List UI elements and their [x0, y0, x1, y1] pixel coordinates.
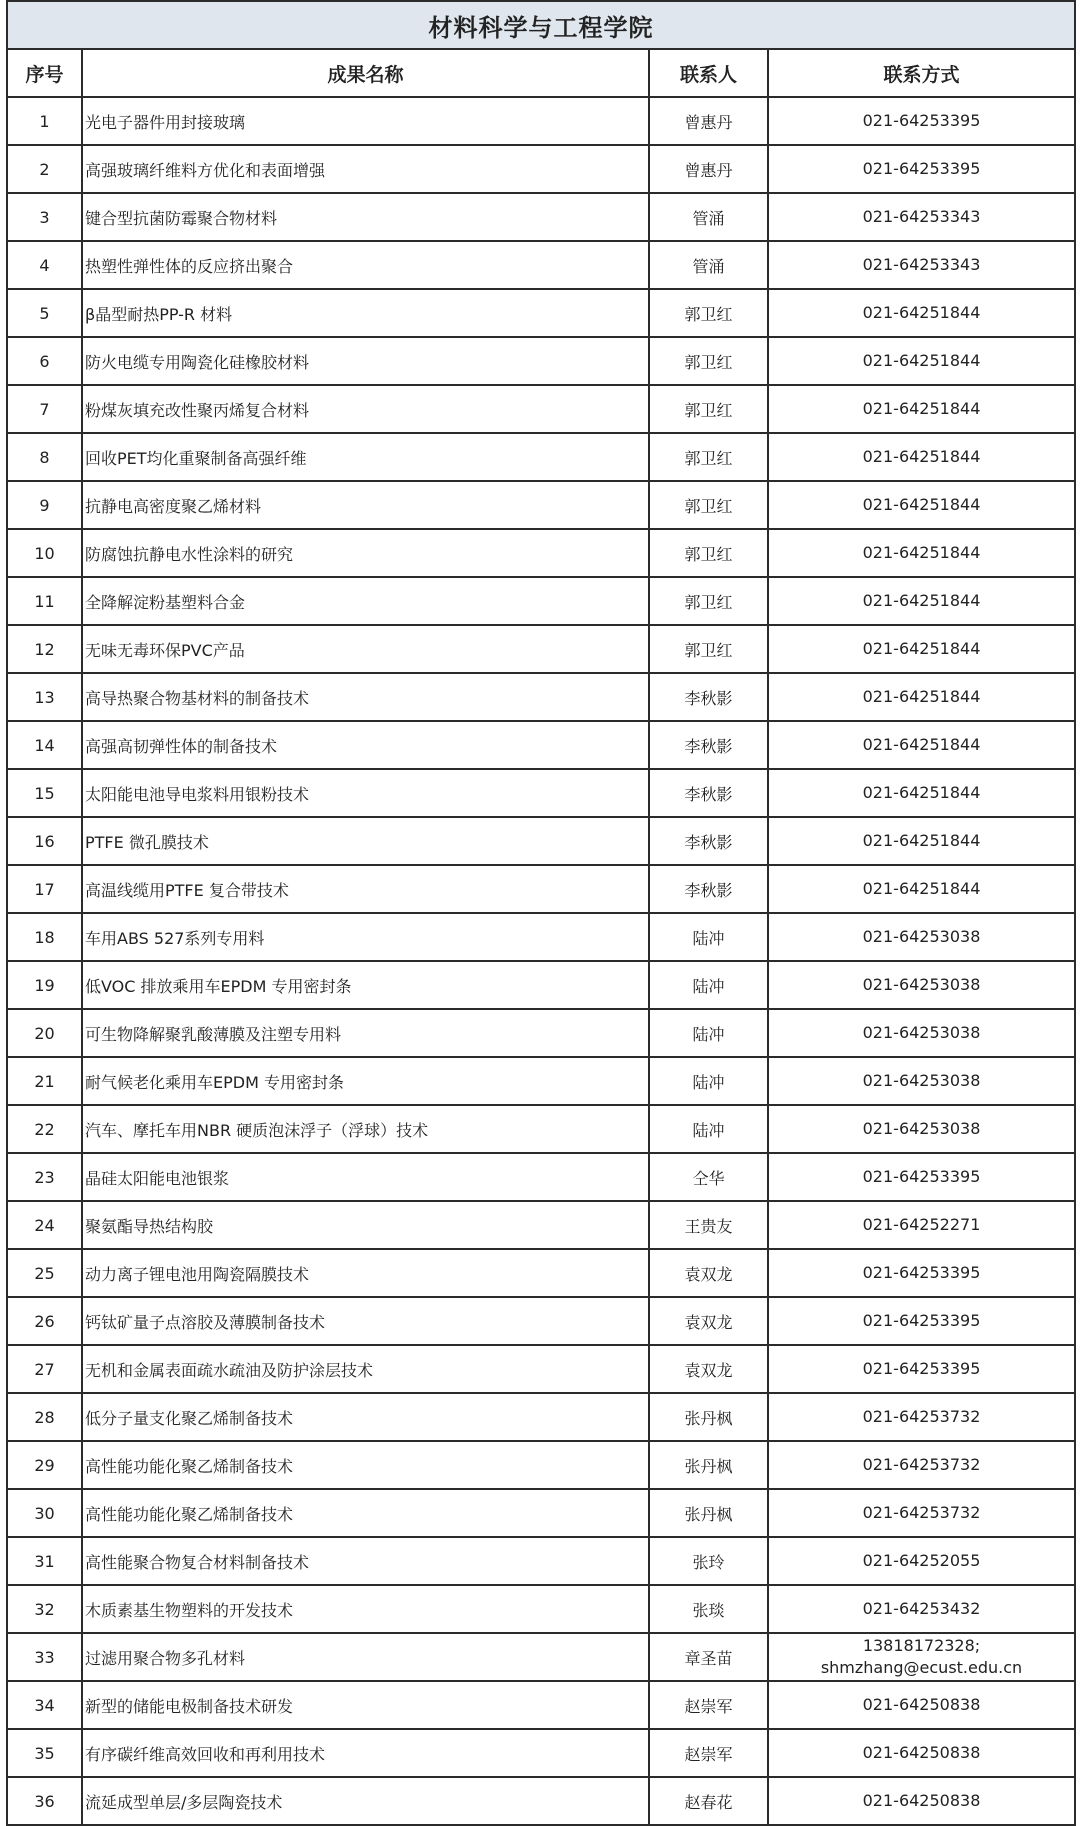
- row-name-cell: 低VOC 排放乘用车EPDM 专用密封条: [82, 961, 649, 1009]
- table-row: [7, 1393, 1075, 1441]
- row-name-cell: 高强玻璃纤维料方优化和表面增强: [82, 145, 649, 193]
- row-person-cell: 张玲: [649, 1537, 768, 1585]
- row-contact-cell: 021-64250838: [768, 1777, 1075, 1825]
- row-person-cell: 陆冲: [649, 1105, 768, 1153]
- row-contact-cell: 021-64250838: [768, 1729, 1075, 1777]
- row-number-cell: 9: [7, 481, 82, 529]
- row-contact-cell: 021-64251844: [768, 577, 1075, 625]
- row-number-cell: 7: [7, 385, 82, 433]
- row-person-cell: 赵崇军: [649, 1681, 768, 1729]
- row-contact-cell: 021-64251844: [768, 721, 1075, 769]
- table-row: [7, 961, 1075, 1009]
- row-number-cell: 12: [7, 625, 82, 673]
- header-no: 序号: [7, 49, 82, 97]
- row-name-cell: 防火电缆专用陶瓷化硅橡胶材料: [82, 337, 649, 385]
- table-row: [7, 1441, 1075, 1489]
- row-person-cell: 袁双龙: [649, 1345, 768, 1393]
- row-contact-cell: 021-64253343: [768, 193, 1075, 241]
- row-person-cell: 郭卫红: [649, 385, 768, 433]
- table-row: [7, 913, 1075, 961]
- row-number-cell: 32: [7, 1585, 82, 1633]
- row-name-cell: 高性能功能化聚乙烯制备技术: [82, 1441, 649, 1489]
- table-row: [7, 1297, 1075, 1345]
- table-row: [7, 769, 1075, 817]
- table-row: [7, 385, 1075, 433]
- row-contact-cell: 021-64253432: [768, 1585, 1075, 1633]
- row-contact-cell: 021-64251844: [768, 289, 1075, 337]
- row-person-cell: 曾惠丹: [649, 97, 768, 145]
- table-row: [7, 1633, 1075, 1681]
- header-person: 联系人: [649, 49, 768, 97]
- results-table: [6, 0, 1076, 1826]
- table-row: [7, 337, 1075, 385]
- table-row: [7, 529, 1075, 577]
- row-contact-cell: 021-64252055: [768, 1537, 1075, 1585]
- row-person-cell: 仝华: [649, 1153, 768, 1201]
- row-name-cell: 光电子器件用封接玻璃: [82, 97, 649, 145]
- row-contact-cell: 021-64253038: [768, 961, 1075, 1009]
- row-number-cell: 14: [7, 721, 82, 769]
- row-contact-cell: 021-64253395: [768, 145, 1075, 193]
- row-number-cell: 17: [7, 865, 82, 913]
- row-number-cell: 1: [7, 97, 82, 145]
- header-contact: 联系方式: [768, 49, 1075, 97]
- table-row: [7, 1585, 1075, 1633]
- row-person-cell: 郭卫红: [649, 577, 768, 625]
- row-person-cell: 曾惠丹: [649, 145, 768, 193]
- row-contact-cell: 021-64251844: [768, 433, 1075, 481]
- table-row: [7, 1201, 1075, 1249]
- row-contact-cell: 021-64251844: [768, 529, 1075, 577]
- row-person-cell: 王贵友: [649, 1201, 768, 1249]
- row-person-cell: 郭卫红: [649, 625, 768, 673]
- table-row: [7, 625, 1075, 673]
- row-number-cell: 3: [7, 193, 82, 241]
- row-number-cell: 31: [7, 1537, 82, 1585]
- row-name-cell: 耐气候老化乘用车EPDM 专用密封条: [82, 1057, 649, 1105]
- row-person-cell: 李秋影: [649, 865, 768, 913]
- row-name-cell: β晶型耐热PP-R 材料: [82, 289, 649, 337]
- row-person-cell: 管涌: [649, 193, 768, 241]
- row-contact-cell: 021-64251844: [768, 481, 1075, 529]
- row-person-cell: 李秋影: [649, 817, 768, 865]
- row-name-cell: 低分子量支化聚乙烯制备技术: [82, 1393, 649, 1441]
- row-number-cell: 16: [7, 817, 82, 865]
- row-person-cell: 李秋影: [649, 769, 768, 817]
- row-person-cell: 张丹枫: [649, 1393, 768, 1441]
- table-row: [7, 289, 1075, 337]
- row-name-cell: 高性能聚合物复合材料制备技术: [82, 1537, 649, 1585]
- row-number-cell: 25: [7, 1249, 82, 1297]
- row-contact-cell: 021-64253395: [768, 97, 1075, 145]
- row-name-cell: 高性能功能化聚乙烯制备技术: [82, 1489, 649, 1537]
- row-name-cell: 高强高韧弹性体的制备技术: [82, 721, 649, 769]
- row-person-cell: 袁双龙: [649, 1249, 768, 1297]
- row-name-cell: 动力离子锂电池用陶瓷隔膜技术: [82, 1249, 649, 1297]
- row-number-cell: 27: [7, 1345, 82, 1393]
- row-contact-cell: 021-64253038: [768, 1009, 1075, 1057]
- row-contact-cell: 021-64252271: [768, 1201, 1075, 1249]
- row-person-cell: 袁双龙: [649, 1297, 768, 1345]
- row-number-cell: 4: [7, 241, 82, 289]
- table-row: [7, 721, 1075, 769]
- row-name-cell: PTFE 微孔膜技术: [82, 817, 649, 865]
- row-name-cell: 热塑性弹性体的反应挤出聚合: [82, 241, 649, 289]
- row-contact-cell: 021-64253395: [768, 1249, 1075, 1297]
- row-name-cell: 高温线缆用PTFE 复合带技术: [82, 865, 649, 913]
- table-row: [7, 1057, 1075, 1105]
- table-row: [7, 1249, 1075, 1297]
- row-number-cell: 19: [7, 961, 82, 1009]
- row-person-cell: 陆冲: [649, 1009, 768, 1057]
- row-name-cell: 粉煤灰填充改性聚丙烯复合材料: [82, 385, 649, 433]
- row-contact-cell: 021-64253038: [768, 1105, 1075, 1153]
- table-row: [7, 1729, 1075, 1777]
- row-number-cell: 13: [7, 673, 82, 721]
- row-contact-cell: 021-64251844: [768, 385, 1075, 433]
- row-contact-cell: 021-64251844: [768, 769, 1075, 817]
- row-name-cell: 全降解淀粉基塑料合金: [82, 577, 649, 625]
- row-contact-cell: 021-64253038: [768, 913, 1075, 961]
- row-contact-cell: 021-64253395: [768, 1297, 1075, 1345]
- row-person-cell: 张丹枫: [649, 1489, 768, 1537]
- table-row: [7, 1537, 1075, 1585]
- row-name-cell: 抗静电高密度聚乙烯材料: [82, 481, 649, 529]
- row-person-cell: 郭卫红: [649, 481, 768, 529]
- row-number-cell: 21: [7, 1057, 82, 1105]
- row-number-cell: 24: [7, 1201, 82, 1249]
- row-number-cell: 30: [7, 1489, 82, 1537]
- row-person-cell: 郭卫红: [649, 289, 768, 337]
- row-contact-cell: 021-64253038: [768, 1057, 1075, 1105]
- row-name-cell: 太阳能电池导电浆料用银粉技术: [82, 769, 649, 817]
- row-name-cell: 防腐蚀抗静电水性涂料的研究: [82, 529, 649, 577]
- row-contact-cell: [768, 1633, 1075, 1681]
- table-row: [7, 241, 1075, 289]
- header-name: 成果名称: [82, 49, 649, 97]
- row-contact-cell: 021-64251844: [768, 673, 1075, 721]
- table-row: [7, 1489, 1075, 1537]
- row-number-cell: 11: [7, 577, 82, 625]
- row-number-cell: 15: [7, 769, 82, 817]
- row-person-cell: 陆冲: [649, 1057, 768, 1105]
- table-row: [7, 193, 1075, 241]
- table-row: [7, 1681, 1075, 1729]
- row-contact-cell: 021-64250838: [768, 1681, 1075, 1729]
- row-number-cell: 2: [7, 145, 82, 193]
- table-row: [7, 673, 1075, 721]
- row-person-cell: 陆冲: [649, 913, 768, 961]
- row-person-cell: 李秋影: [649, 673, 768, 721]
- row-number-cell: 35: [7, 1729, 82, 1777]
- row-contact-cell: 021-64251844: [768, 817, 1075, 865]
- row-number-cell: 20: [7, 1009, 82, 1057]
- results-sheet: [6, 0, 1074, 1826]
- table-row: [7, 1345, 1075, 1393]
- table-row: [7, 1777, 1075, 1825]
- row-person-cell: 赵崇军: [649, 1729, 768, 1777]
- row-name-cell: 无机和金属表面疏水疏油及防护涂层技术: [82, 1345, 649, 1393]
- row-number-cell: 18: [7, 913, 82, 961]
- table-row: [7, 817, 1075, 865]
- contact-email: shmzhang@ecust.edu.cn: [820, 1658, 1023, 1677]
- row-number-cell: 33: [7, 1633, 82, 1681]
- row-contact-cell: 021-64251844: [768, 865, 1075, 913]
- row-contact-cell: 021-64251844: [768, 625, 1075, 673]
- row-person-cell: 张琰: [649, 1585, 768, 1633]
- row-number-cell: 23: [7, 1153, 82, 1201]
- row-name-cell: 新型的储能电极制备技术研发: [82, 1681, 649, 1729]
- row-person-cell: 赵春花: [649, 1777, 768, 1825]
- row-person-cell: 李秋影: [649, 721, 768, 769]
- row-name-cell: 车用ABS 527系列专用料: [82, 913, 649, 961]
- row-number-cell: 22: [7, 1105, 82, 1153]
- row-contact-cell: 021-64253732: [768, 1393, 1075, 1441]
- row-person-cell: 章圣苗: [649, 1633, 768, 1681]
- row-person-cell: 郭卫红: [649, 337, 768, 385]
- row-name-cell: 汽车、摩托车用NBR 硬质泡沫浮子（浮球）技术: [82, 1105, 649, 1153]
- row-number-cell: 10: [7, 529, 82, 577]
- row-name-cell: 高导热聚合物基材料的制备技术: [82, 673, 649, 721]
- table-row: [7, 865, 1075, 913]
- row-number-cell: 6: [7, 337, 82, 385]
- row-number-cell: 36: [7, 1777, 82, 1825]
- table-body: [7, 97, 1075, 1825]
- row-name-cell: 钙钛矿量子点溶胶及薄膜制备技术: [82, 1297, 649, 1345]
- row-contact-cell: 021-64253732: [768, 1441, 1075, 1489]
- row-person-cell: 郭卫红: [649, 529, 768, 577]
- row-name-cell: 聚氨酯导热结构胶: [82, 1201, 649, 1249]
- table-row: [7, 1105, 1075, 1153]
- row-name-cell: 无味无毒环保PVC产品: [82, 625, 649, 673]
- row-name-cell: 晶硅太阳能电池银浆: [82, 1153, 649, 1201]
- contact-phone: 13818172328;: [862, 1636, 981, 1655]
- table-row: [7, 1153, 1075, 1201]
- table-row: [7, 1009, 1075, 1057]
- row-number-cell: 26: [7, 1297, 82, 1345]
- row-name-cell: 有序碳纤维高效回收和再利用技术: [82, 1729, 649, 1777]
- header-row: [7, 49, 1075, 97]
- row-contact-cell: 021-64253343: [768, 241, 1075, 289]
- row-name-cell: 过滤用聚合物多孔材料: [82, 1633, 649, 1681]
- row-person-cell: 郭卫红: [649, 433, 768, 481]
- table-title: 材料科学与工程学院: [7, 1, 1075, 49]
- table-row: [7, 481, 1075, 529]
- row-contact-cell: 021-64253395: [768, 1153, 1075, 1201]
- row-name-cell: 键合型抗菌防霉聚合物材料: [82, 193, 649, 241]
- row-contact-cell: 021-64253395: [768, 1345, 1075, 1393]
- table-row: [7, 433, 1075, 481]
- row-person-cell: 张丹枫: [649, 1441, 768, 1489]
- row-name-cell: 木质素基生物塑料的开发技术: [82, 1585, 649, 1633]
- row-person-cell: 管涌: [649, 241, 768, 289]
- row-number-cell: 29: [7, 1441, 82, 1489]
- table-row: [7, 145, 1075, 193]
- row-name-cell: 可生物降解聚乳酸薄膜及注塑专用料: [82, 1009, 649, 1057]
- row-number-cell: 5: [7, 289, 82, 337]
- row-name-cell: 回收PET均化重聚制备高强纤维: [82, 433, 649, 481]
- row-number-cell: 8: [7, 433, 82, 481]
- row-contact-cell: 021-64251844: [768, 337, 1075, 385]
- table-row: [7, 577, 1075, 625]
- row-contact-cell: 021-64253732: [768, 1489, 1075, 1537]
- row-person-cell: 陆冲: [649, 961, 768, 1009]
- table-row: [7, 97, 1075, 145]
- row-number-cell: 34: [7, 1681, 82, 1729]
- row-number-cell: 28: [7, 1393, 82, 1441]
- row-name-cell: 流延成型单层/多层陶瓷技术: [82, 1777, 649, 1825]
